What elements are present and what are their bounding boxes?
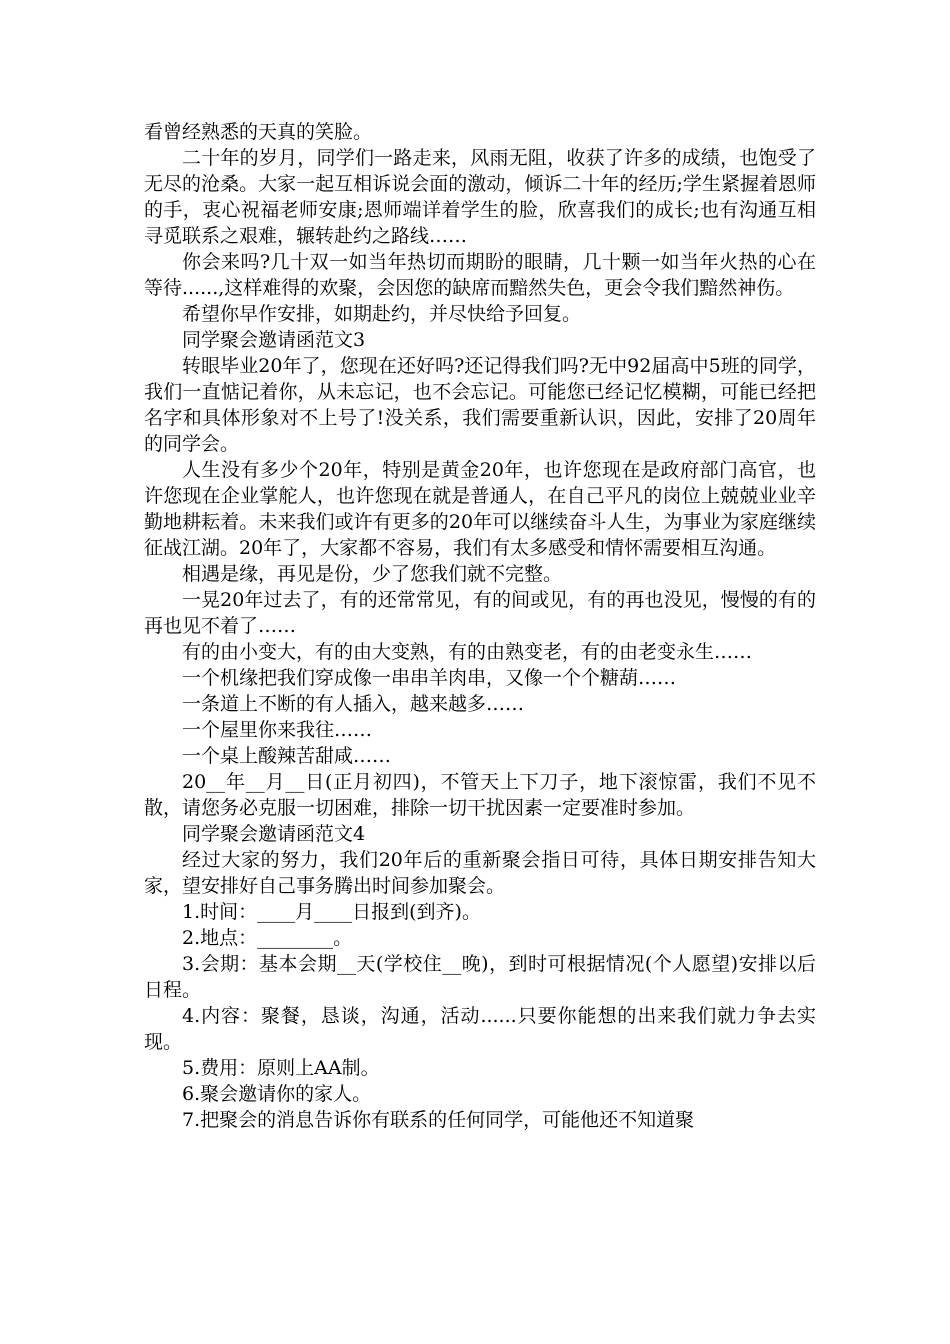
document-page bbox=[144, 119, 816, 1133]
list-item-cost: 5.费用：原则上AA制。 bbox=[182, 1057, 380, 1079]
paragraph-9: 一晃20年过去了，有的还常常见，有的间或见，有的再也没见，慢慢的有的再也见不着了…… bbox=[144, 589, 816, 637]
list-item-duration: 3.会期：基本会期__天(学校住__晚)，到时可根据情况(个人愿望)安排以后日程。 bbox=[144, 953, 816, 1001]
paragraph-7: 人生没有多少个20年，特别是黄金20年，也许您现在是政府部门高官，也许您现在企业掌舵人，也许您现在就是普通人，在自己平凡的岗位上兢兢业业辛勤地耕耘着。未来我们或许有更多的20年可以继续奋斗人生，为事业为家庭继续征战江湖。20年了，大家都不容易，我们有太多感受和情怀需要相互沟通。 bbox=[144, 459, 816, 559]
paragraph-3: 你会来吗?几十双一如当年热切而期盼的眼睛，几十颗一如当年火热的心在等待......,这样难得的欢聚，会因您的缺席而黯然失色，更会令我们黯然神伤。 bbox=[144, 251, 816, 299]
list-item-location: 2.地点：________。 bbox=[182, 927, 353, 949]
paragraph-17: 经过大家的努力，我们20年后的重新聚会指日可待，具体日期安排告知大家，望安排好自己事务腾出时间参加聚会。 bbox=[144, 849, 816, 897]
paragraph-11: 一个机缘把我们穿成像一串串羊肉串，又像一个个糖葫…… bbox=[182, 667, 677, 689]
paragraph-6: 转眼毕业20年了，您现在还好吗?还记得我们吗?无中92届高中5班的同学，我们一直惦记着你，从未忘记，也不会忘记。可能您已经记忆模糊，可能已经把名字和具体形象对不上号了!没关系，我们需要重新认识，因此，安排了20周年的同学会。 bbox=[144, 355, 816, 455]
paragraph-13: 一个屋里你来我往…… bbox=[182, 719, 373, 741]
paragraph-15: 20__年__月__日(正月初四)，不管天上下刀子，地下滚惊雷，我们不见不散，请您务必克服一切困难，排除一切干扰因素一定要准时参加。 bbox=[144, 771, 816, 819]
paragraph-1: 看曾经熟悉的天真的笑脸。 bbox=[144, 121, 373, 143]
section-heading-4: 同学聚会邀请函范文4 bbox=[182, 823, 366, 845]
list-item-content: 4.内容：聚餐，恳谈，沟通，活动......只要你能想的出来我们就力争去实现。 bbox=[144, 1005, 816, 1053]
list-item-time: 1.时间：____月____日报到(到齐)。 bbox=[182, 901, 481, 923]
paragraph-14: 一个桌上酸辣苦甜咸…… bbox=[182, 745, 392, 767]
paragraph-4: 希望你早作安排，如期赴约，并尽快给予回复。 bbox=[182, 303, 582, 325]
list-item-family: 6.聚会邀请你的家人。 bbox=[182, 1083, 372, 1105]
paragraph-2: 二十年的岁月，同学们一路走来，风雨无阻，收获了许多的成绩，也饱受了无尽的沧桑。大家一起互相诉说会面的激动，倾诉二十年的经历;学生紧握着恩师的手，衷心祝福老师安康;恩师端详着学生的脸，欣喜我们的成长;也有沟通互相寻觅联系之艰难，辗转赴约之路线…… bbox=[144, 147, 816, 247]
paragraph-8: 相遇是缘，再见是份，少了您我们就不完整。 bbox=[182, 563, 563, 585]
paragraph-12: 一条道上不断的有人插入，越来越多…… bbox=[182, 693, 525, 715]
section-heading-3: 同学聚会邀请函范文3 bbox=[182, 329, 366, 351]
list-item-notify: 7.把聚会的消息告诉你有联系的任何同学，可能他还不知道聚 bbox=[182, 1109, 695, 1131]
paragraph-10: 有的由小变大，有的由大变熟，有的由熟变老，有的由老变永生…… bbox=[182, 641, 753, 663]
